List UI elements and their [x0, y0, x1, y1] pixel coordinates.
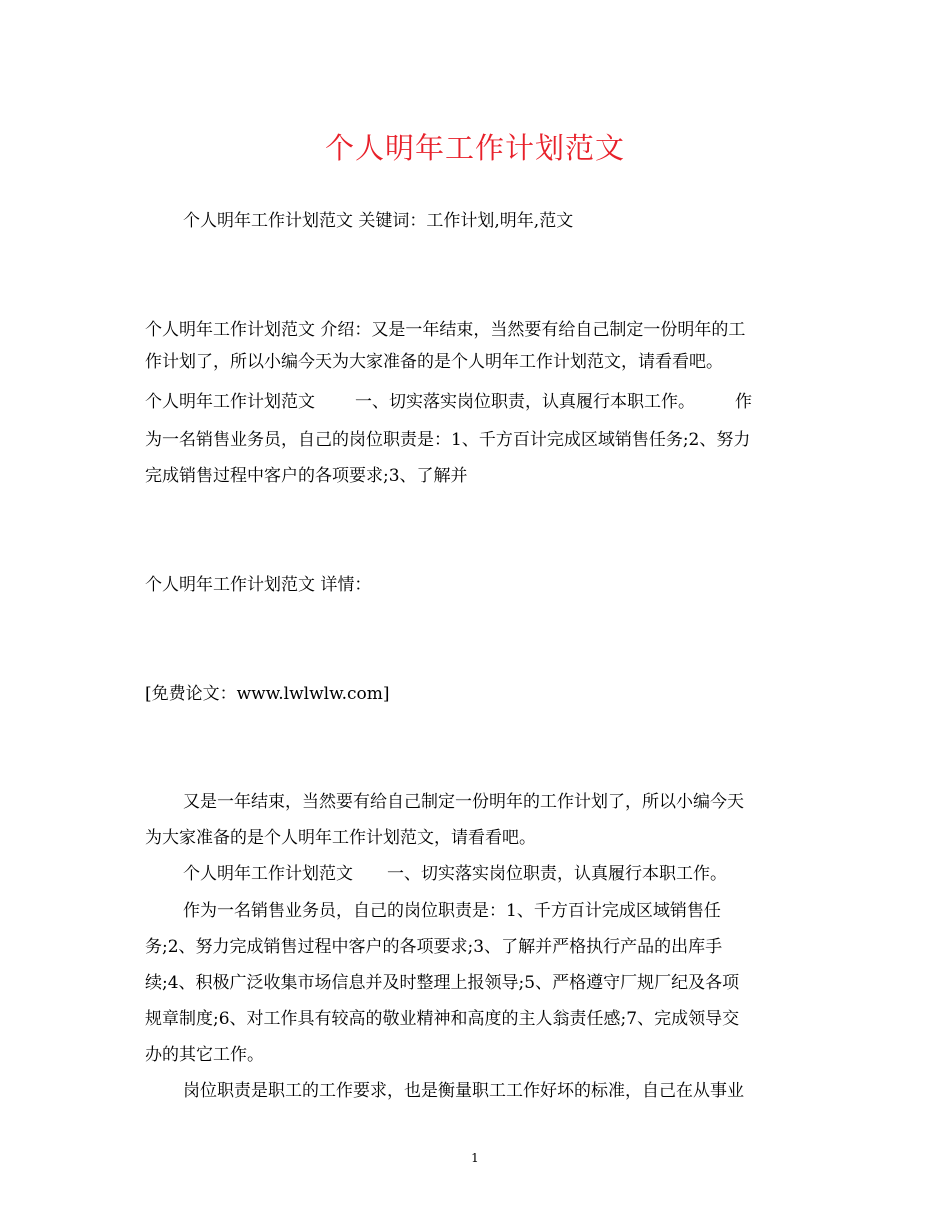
intro-line-3-part-c: 作	[735, 392, 752, 412]
intro-line-3-part-b: 一、切实落实岗位职责，认真履行本职工作。	[355, 392, 695, 412]
intro-line-2: 作计划了，所以小编今天为大家准备的是个人明年工作计划范文，请看看吧。	[145, 352, 723, 372]
body-p3-line-3: 续;4、积极广泛收集市场信息并及时整理上报领导;5、严格遵守厂规厂纪及各项	[145, 973, 740, 993]
intro-line-1: 个人明年工作计划范文 介绍：又是一年结束，当然要有给自己制定一份明年的工	[145, 320, 746, 340]
source-note: [免费论文：www.lwlwlw.com]	[145, 684, 390, 704]
body-p3-line-1: 作为一名销售业务员，自己的岗位职责是：1、千方百计完成区域销售任	[183, 901, 721, 921]
body-p1-line-2: 为大家准备的是个人明年工作计划范文，请看看吧。	[145, 828, 536, 848]
body-p2-part-b: 一、切实落实岗位职责，认真履行本职工作。	[387, 864, 727, 884]
intro-line-3-part-a: 个人明年工作计划范文	[145, 392, 315, 412]
body-p3-line-2: 务;2、努力完成销售过程中客户的各项要求;3、了解并严格执行产品的出库手	[145, 937, 723, 957]
body-p3-line-4: 规章制度;6、对工作具有较高的敬业精神和高度的主人翁责任感;7、完成领导交	[145, 1009, 740, 1029]
page-number: 1	[471, 1151, 479, 1165]
intro-line-5: 完成销售过程中客户的各项要求;3、了解并	[145, 466, 468, 486]
body-p2-part-a: 个人明年工作计划范文	[183, 864, 353, 884]
body-p3-line-5: 办的其它工作。	[145, 1045, 264, 1065]
document-title: 个人明年工作计划范文	[324, 131, 625, 165]
details-label: 个人明年工作计划范文 详情：	[145, 575, 372, 595]
body-p1-line-1: 又是一年结束，当然要有给自己制定一份明年的工作计划了，所以小编今天	[183, 792, 744, 812]
keywords-line: 个人明年工作计划范文 关键词：工作计划,明年,范文	[183, 211, 574, 231]
body-p2-line	[183, 862, 727, 886]
intro-line-4: 为一名销售业务员，自己的岗位职责是：1、千方百计完成区域销售任务;2、努力	[145, 430, 751, 450]
intro-line-3	[145, 390, 752, 414]
body-p4-line-1: 岗位职责是职工的工作要求，也是衡量职工工作好坏的标准，自己在从事业	[183, 1081, 744, 1101]
